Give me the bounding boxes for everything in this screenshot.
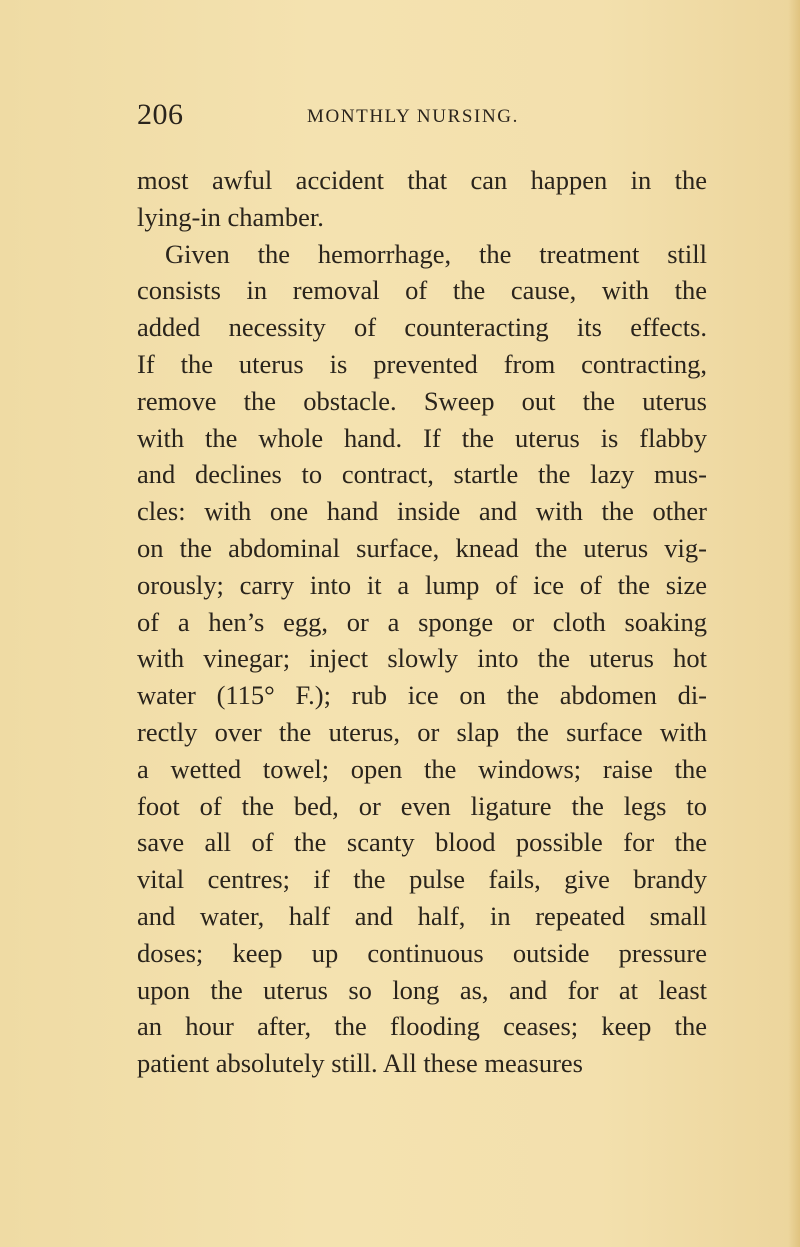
text-line: remove the obstacle. Sweep out the uterus xyxy=(137,385,707,416)
text-line: most awful accident that can happen in the xyxy=(137,165,707,195)
text-line: a wetted towel; open the windows; raise the xyxy=(137,753,707,784)
text-line: upon the uterus so long as, and for at least xyxy=(137,974,707,1005)
text-line: on the abdominal surface, knead the uterus vig- xyxy=(137,532,707,563)
text-line: an hour after, the flooding ceases; keep the xyxy=(137,1011,707,1042)
text-line: save all of the scanty blood possible for the xyxy=(137,827,707,858)
text-line: and declines to contract, startle the lazy mus- xyxy=(137,459,707,490)
text-line: rectly over the uterus, or slap the surface with xyxy=(137,716,707,747)
text-line: foot of the bed, or even ligature the legs to xyxy=(137,790,707,821)
text-line: of a hen’s egg, or a sponge or cloth soaking xyxy=(137,606,707,637)
text-line: and water, half and half, in repeated small xyxy=(137,900,707,931)
page-header xyxy=(137,98,697,138)
text-line: with vinegar; inject slowly into the uterus hot xyxy=(137,643,707,674)
text-line: patient absolutely still. All these measures xyxy=(137,1048,583,1079)
text-line: water (115° F.); rub ice on the abdomen di- xyxy=(137,680,707,711)
text-line: added necessity of counteracting its effects. xyxy=(137,312,707,343)
text-line: cles: with one hand inside and with the other xyxy=(137,496,707,527)
text-line: doses; keep up continuous outside pressure xyxy=(137,937,707,968)
text-line: with the whole hand. If the uterus is flabby xyxy=(137,422,707,453)
page-number: 206 xyxy=(137,98,184,131)
text-line: If the uterus is prevented from contracting, xyxy=(137,348,707,379)
text-line: orously; carry into it a lump of ice of the size xyxy=(137,569,707,600)
text-line: lying-in chamber. xyxy=(137,201,324,232)
text-line: Given the hemorrhage, the treatment still xyxy=(165,238,707,269)
page-edge-shading xyxy=(788,0,800,1247)
body-text xyxy=(137,162,707,1082)
running-head: MONTHLY NURSING. xyxy=(307,106,519,127)
text-line: consists in removal of the cause, with the xyxy=(137,275,707,306)
text-line: vital centres; if the pulse fails, give brandy xyxy=(137,864,707,895)
